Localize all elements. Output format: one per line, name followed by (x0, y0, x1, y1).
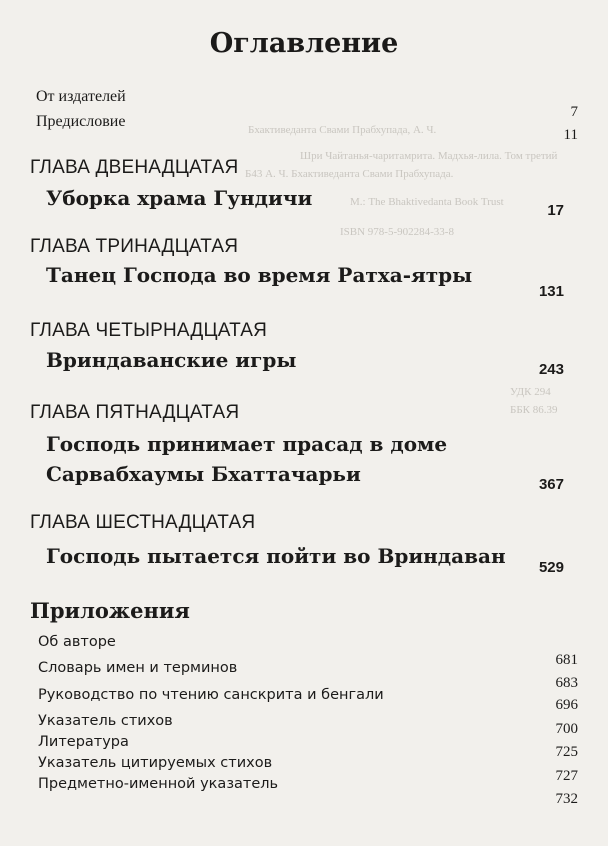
toc-entry-page: 7 (570, 104, 578, 120)
appendix-entry-label: Указатель цитируемых стихов (38, 755, 273, 771)
chapter-page: 529 (538, 559, 564, 576)
appendix-entry-page: 727 (555, 768, 578, 784)
appendix-entry-label: Указатель стихов (38, 713, 173, 729)
chapter-heading: ГЛАВА ПЯТНАДЦАТАЯ (30, 402, 240, 423)
chapter-page: 367 (538, 476, 564, 493)
chapter-heading: ГЛАВА ШЕСТНАДЦАТАЯ (30, 512, 256, 533)
chapter-page: 131 (538, 283, 564, 300)
appendix-entry-label: Об авторе (38, 634, 116, 650)
chapter-title: Господь пытается пойти во Вриндаван (46, 544, 506, 568)
page-title: Оглавление (209, 28, 399, 59)
toc-entry-label: Предисловие (36, 113, 126, 130)
chapter-page: 243 (538, 361, 564, 378)
bleed-through-text: Б43 А. Ч. Бхактиведанта Свами Прабхупада. (245, 168, 454, 180)
bleed-through-text: Шри Чайтанья-чаритамрита. Мадхья-лила. Том третий (300, 150, 558, 162)
appendix-entry-page: 732 (555, 791, 578, 807)
appendix-heading: Приложения (30, 598, 190, 623)
chapter-heading: ГЛАВА ЧЕТЫРНАДЦАТАЯ (30, 320, 268, 341)
bleed-through-text: ISBN 978-5-902284-33-8 (340, 226, 454, 238)
appendix-entry-label: Предметно-именной указатель (38, 776, 279, 792)
chapter-title: Вриндаванские игры (46, 348, 297, 372)
chapter-title: Уборка храма Гундичи (46, 186, 313, 210)
bleed-through-text: ББК 86.39 (510, 404, 558, 416)
chapter-page: 17 (547, 202, 564, 219)
appendix-entry-page: 681 (555, 652, 578, 668)
appendix-entry-page: 725 (555, 744, 578, 760)
chapter-title: Господь принимает прасад в доме (46, 432, 448, 456)
toc-entry-label: От издателей (36, 88, 126, 105)
bleed-through-text: М.: The Bhaktivedanta Book Trust (350, 196, 504, 208)
chapter-heading: ГЛАВА ДВЕНАДЦАТАЯ (30, 157, 239, 178)
toc-entry-page: 11 (563, 127, 578, 143)
bleed-through-text: Бхактиведанта Свами Прабхупада, А. Ч. (248, 124, 437, 136)
appendix-entry-page: 683 (555, 675, 578, 691)
chapter-heading: ГЛАВА ТРИНАДЦАТАЯ (30, 236, 239, 257)
appendix-entry-label: Словарь имен и терминов (38, 660, 238, 676)
appendix-entry-label: Руководство по чтению санскрита и бенгали (38, 687, 384, 703)
bleed-through-text: УДК 294 (510, 386, 551, 398)
appendix-entry-page: 696 (555, 697, 578, 713)
appendix-entry-page: 700 (555, 721, 578, 737)
appendix-entry-label: Литература (38, 734, 129, 750)
chapter-title: Танец Господа во время Ратха-ятры (46, 263, 473, 287)
chapter-title: Сарвабхаумы Бхаттачарьи (46, 462, 361, 486)
